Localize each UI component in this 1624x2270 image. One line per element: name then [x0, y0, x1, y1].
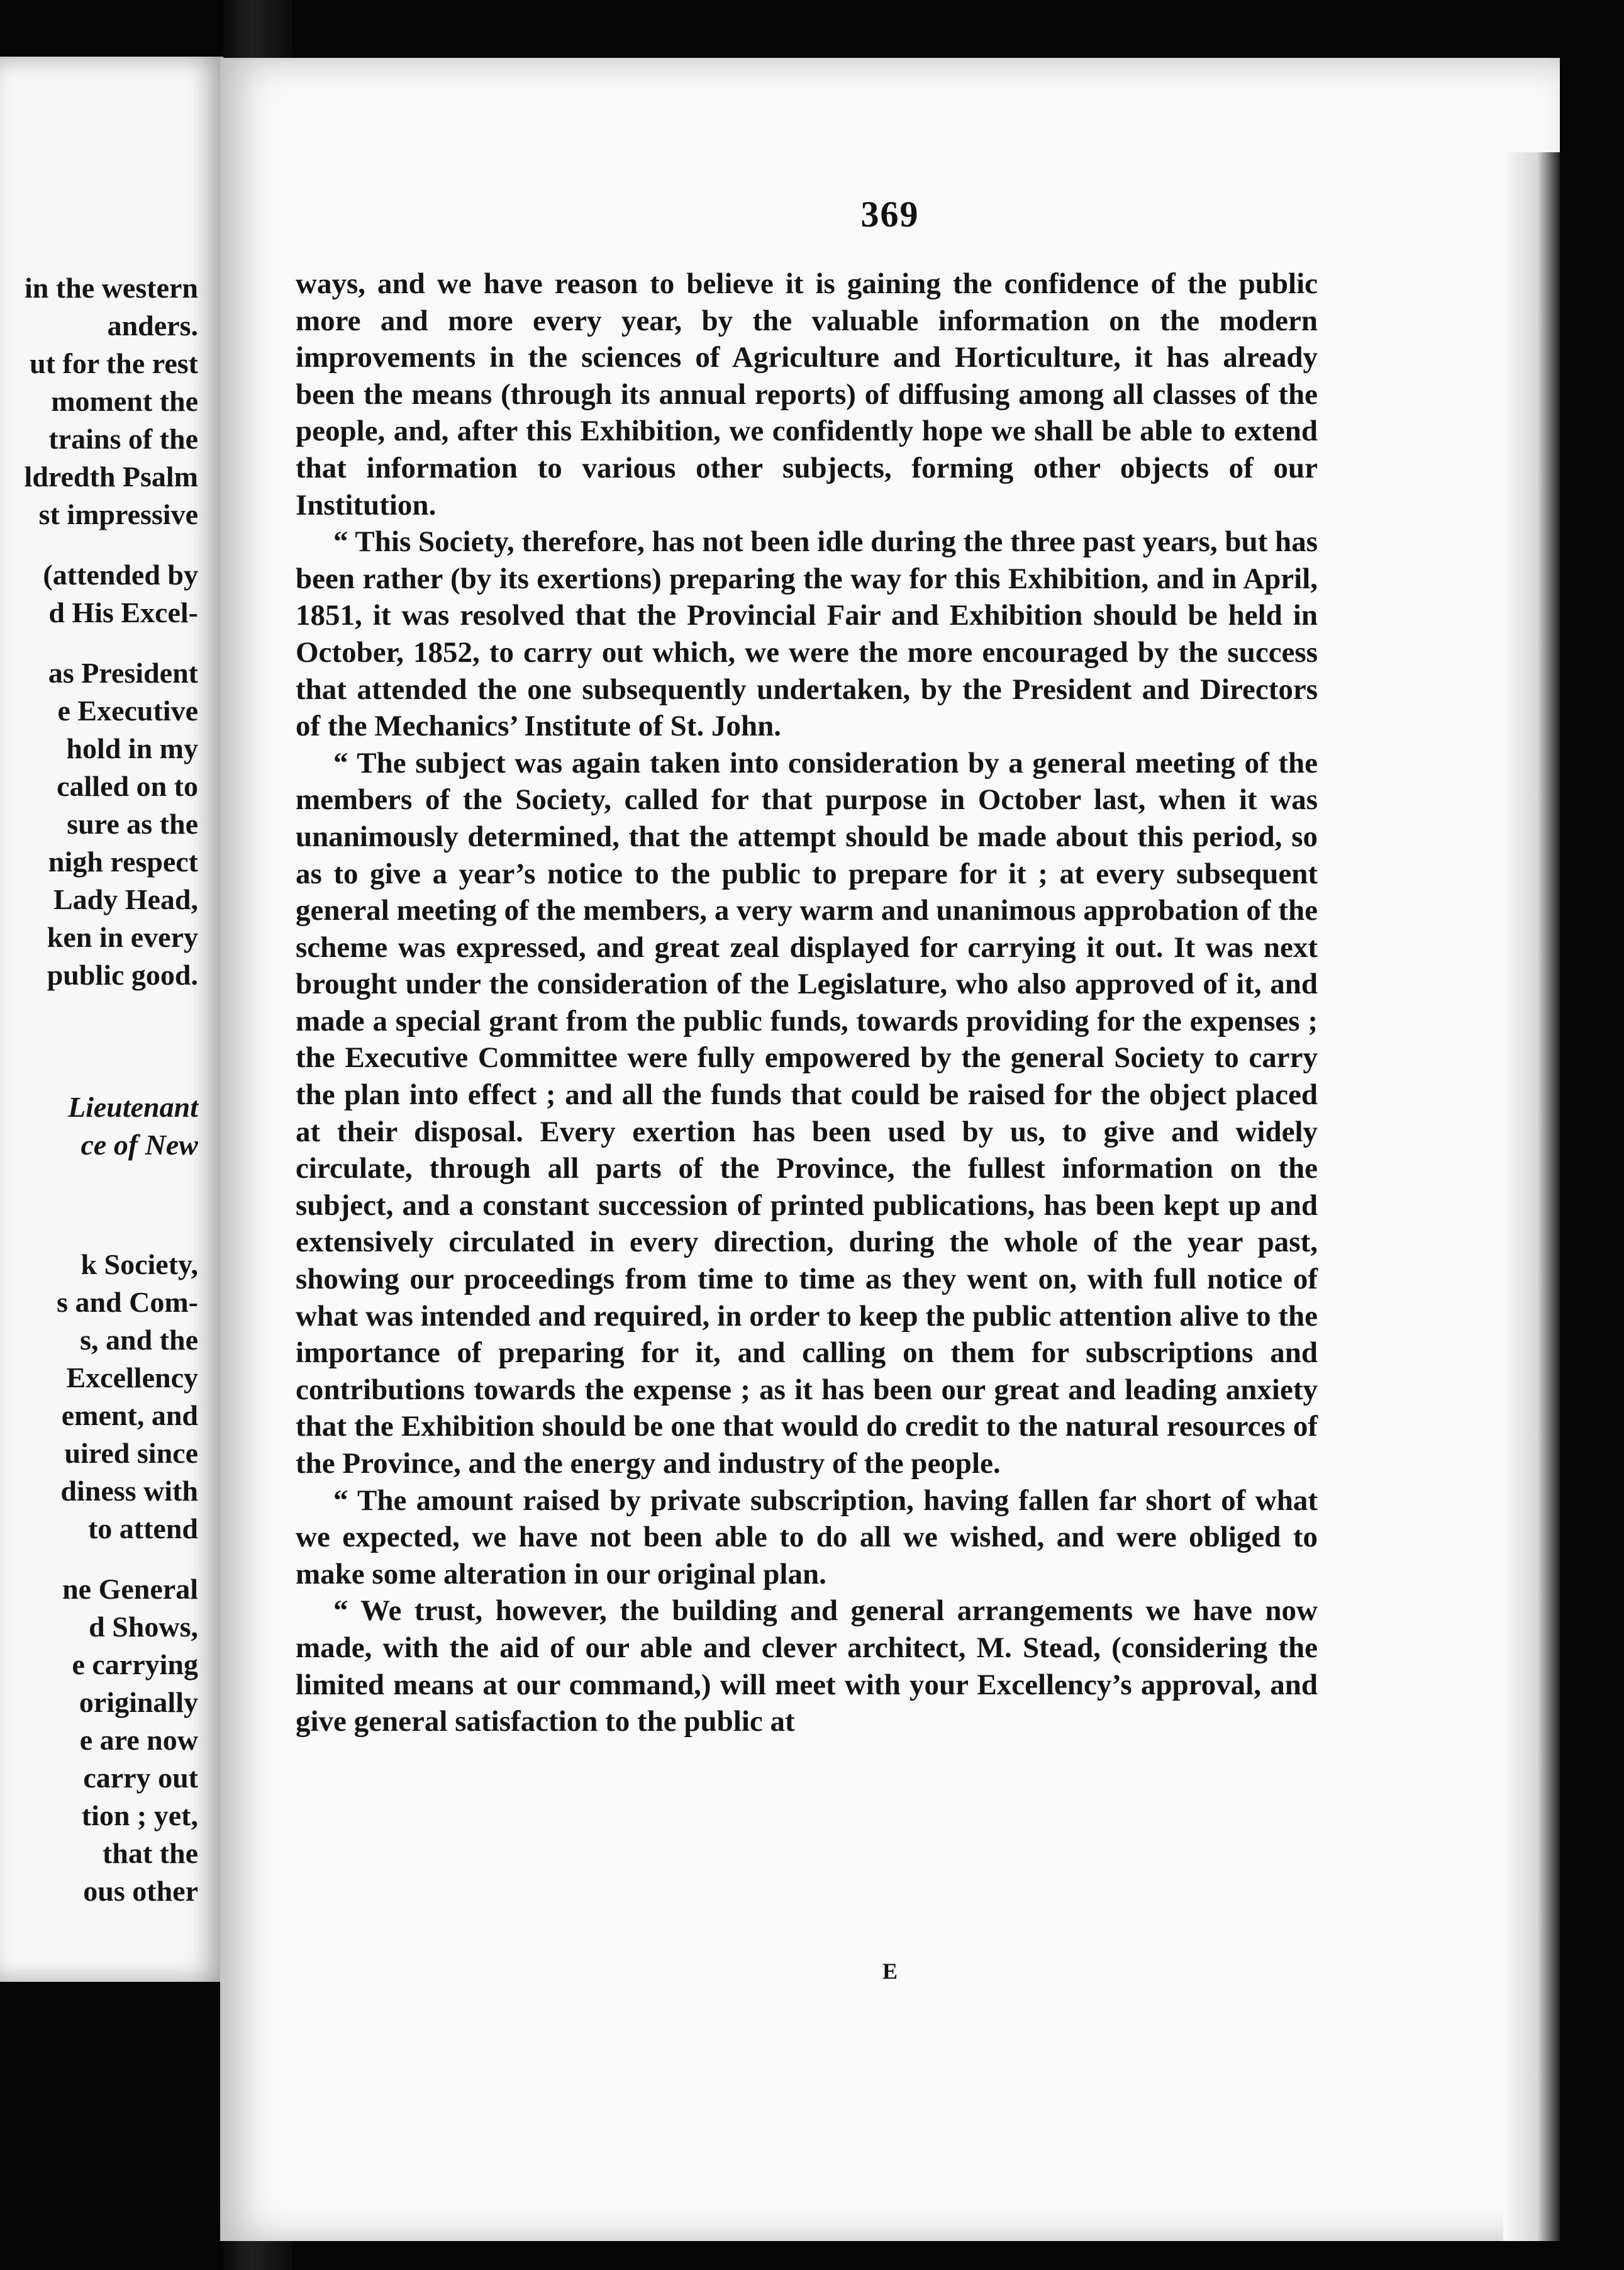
left-line: k Society, — [81, 1248, 198, 1280]
left-line: in the western — [25, 272, 198, 304]
left-line: moment the — [51, 385, 198, 417]
left-line: tion ; yet, — [81, 1799, 198, 1831]
page-edge — [1503, 152, 1560, 2241]
left-line: to attend — [87, 1512, 198, 1545]
paragraph: “ The amount raised by private subscription, having fallen far short of what we expected, we have not been able to do all we wished, and were obliged to make some alteration in our original plan. — [296, 1484, 1318, 1591]
left-line: nigh respect — [48, 846, 198, 878]
left-line: d Shows, — [89, 1611, 198, 1643]
left-line: ken in every — [47, 921, 198, 953]
left-line: sure as the — [67, 808, 198, 840]
left-line: (attended by — [43, 559, 198, 591]
left-line: Lieutenant — [67, 1091, 198, 1123]
paragraph: “ We trust, however, the building and general arrangements we have now made, with the aid of our able and clever architect, M. Stead, (considering the limited means at our command,) will meet with your Excellency’s approval, and give general satisfaction to the public at — [296, 1594, 1318, 1738]
left-line: anders. — [107, 310, 198, 342]
left-line: ldredth Psalm — [24, 461, 198, 493]
left-line: ut for the rest — [30, 347, 198, 379]
page-body — [296, 266, 1318, 1740]
paragraph: “ The subject was again taken into consideration by a general meeting of the members of the Society, called for that purpose in October last, when it was unanimously determined, that the attempt should be made about this period, so as to give a year’s notice to the public to prepare for it ; at every subsequent general meeting of the members, a very warm and unanimous approbation of the scheme was expressed, and great zeal displayed for carrying it out. It was next brought under the consideration of the Legislature, who also approved of it, and made a special grant from the public funds, towards providing for the expenses ; the Executive Committee were fully empowered by the general Society to carry the plan into effect ; and all the funds that could be raised for the object placed at their disposal. Every exertion has been used by us, to give and widely circulate, through all parts of the Province, the fullest information on the subject, and a constant succession of printed publications, has been kept up and extensively circulated in every direction, during the whole of the year past, showing our proceedings from time to time as they went on, with full notice of what was intended and required, in order to keep the public attention alive to the importance of preparing for it, and calling on them for subscriptions and contributions towards the expense ; as it has been our great and leading anxiety that the Exhibition should be one that would do credit to the natural resources of the Province, and the energy and industry of the people. — [296, 746, 1318, 1480]
paragraph: ways, and we have reason to believe it is gaining the confidence of the public more and more every year, by the valuable information on the modern improvements in the sciences of Agriculture and Horticulture, it has already been the means (through its annual reports) of diffusing among all classes of the people, and, after this Exhibition, we confidently hope we shall be able to extend that information to various other subjects, forming other objects of our Institution. — [296, 267, 1318, 522]
left-line: ne General — [62, 1573, 198, 1605]
left-line: diness with — [60, 1475, 198, 1507]
left-line: carry out — [83, 1762, 198, 1794]
left-line: s and Com- — [57, 1286, 198, 1318]
left-line: called on to — [57, 770, 198, 802]
left-line: d His Excel- — [48, 596, 198, 629]
left-line: Excellency — [66, 1361, 198, 1394]
left-page — [0, 57, 227, 1982]
signature-mark: E — [882, 1959, 898, 1984]
left-line: public good. — [47, 959, 198, 991]
left-line: st impressive — [38, 498, 198, 530]
left-line: as President — [48, 657, 198, 689]
left-line: Lady Head, — [53, 883, 198, 915]
right-page — [220, 58, 1560, 2241]
left-line: trains of the — [48, 423, 198, 455]
left-line: e Executive — [57, 695, 198, 727]
left-line: originally — [79, 1686, 198, 1718]
page-number: 369 — [860, 194, 920, 235]
paragraph: “ This Society, therefore, has not been idle during the three past years, but has been rather (by its exertions) preparing the way for this Exhibition, and in April, 1851, it was resolved that the Provincial Fair and Exhibition should be held in October, 1852, to carry out which, we were the more encouraged by the success that attended the one subsequently undertaken, by the President and Directors of the Mechanics’ Institute of St. John. — [296, 525, 1318, 743]
left-line: ous other — [83, 1875, 198, 1907]
left-line: ement, and — [61, 1399, 198, 1431]
left-line: ce of New — [81, 1129, 198, 1161]
left-line: s, and the — [80, 1324, 198, 1356]
left-page-text — [0, 269, 198, 1910]
left-line: e are now — [79, 1724, 198, 1756]
left-line: hold in my — [66, 732, 198, 764]
left-line: uired since — [64, 1437, 198, 1469]
left-line: that the — [102, 1837, 198, 1869]
left-line: e carrying — [72, 1648, 198, 1680]
